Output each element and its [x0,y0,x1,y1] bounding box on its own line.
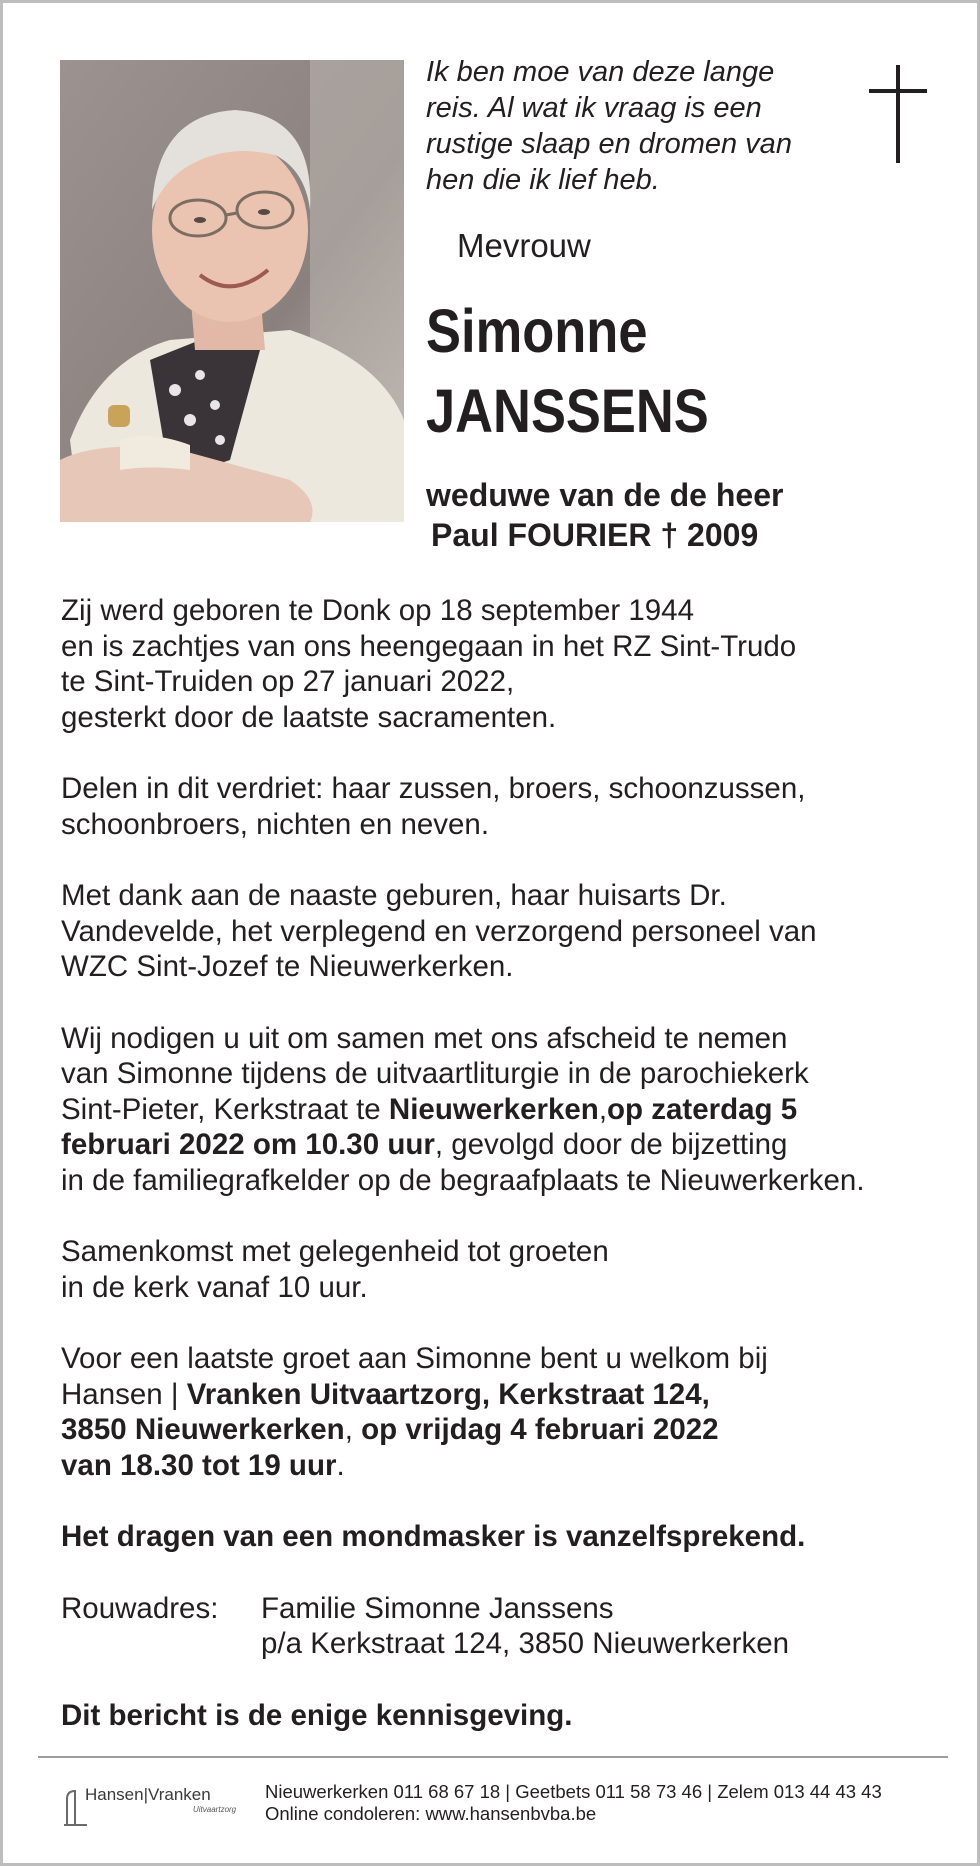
widow-line: Paul FOURIER † 2009 [431,517,759,553]
text-span: , [344,1413,362,1446]
text-line: Voor een laatste groet aan Simonne bent u welkom bij [61,1342,768,1375]
online-condolences: Online condoleren: www.hansenbvba.be [265,1803,597,1824]
birth-death-paragraph [61,593,951,735]
portrait-photo [60,60,404,522]
last-name: JANSSENS [426,377,709,445]
text-line: WZC Sint-Jozef te Nieuwerkerken. [61,950,514,983]
visitation-paragraph [61,1341,951,1483]
text-span: Hansen | [61,1377,187,1411]
text-line: Delen in dit verdriet: haar zussen, broers, schoonzussen, [61,772,806,805]
visitation-date: op vrijdag 4 februari 2022 [361,1413,719,1446]
poem-line: Ik ben moe van deze lange [426,56,775,88]
mask-notice: Het dragen van een mondmasker is vanzelfsprekend. [61,1520,806,1553]
address-label: Rouwadres: [61,1591,219,1625]
text-line: Samenkomst met gelegenheid tot groeten [61,1235,609,1268]
funeral-home-city: 3850 Nieuwerkerken [61,1413,345,1446]
footer-divider [38,1756,948,1758]
text-line: Met dank aan de naaste geburen, haar huisarts Dr. [61,879,727,912]
text-line: in de kerk vanaf 10 uur. [61,1270,368,1304]
first-name: Simonne [426,297,648,365]
logo-subtitle: Uitvaartzorg [193,1805,237,1814]
text-line: Zij werd geboren te Donk op 18 september 1944 [61,594,694,627]
funeral-time: februari 2022 om 10.30 uur [61,1128,435,1161]
poem [426,54,846,198]
footer-contacts [265,1781,882,1825]
text-line [61,1128,787,1161]
text-line [61,1449,345,1482]
logo-name: Hansen|Vranken [85,1785,211,1804]
phone-numbers: Nieuwerkerken 011 68 67 18 | Geetbets 011 58 73 46 | Zelem 013 44 43 43 [265,1781,882,1802]
widow-of [426,475,783,555]
text-line: Vandevelde, het verplegend en verzorgend personeel van [61,914,817,948]
honorific: Mevrouw [457,227,591,264]
text-line: in de familiegrafkelder op de begraafplaats te Nieuwerkerken. [61,1163,865,1197]
funeral-date: op zaterdag 5 [607,1092,798,1126]
text-line: gesterkt door de laatste sacramenten. [61,700,557,734]
text-line: Wij nodigen u uit om samen met ons afscheid te nemen [61,1021,788,1055]
text-line: van Simonne tijdens de uitvaartliturgie in de parochiekerk [61,1057,809,1090]
mourning-address [61,1591,951,1662]
text-line: en is zachtjes van ons heengegaan in het RZ Sint-Trudo [61,629,797,663]
church-location: Nieuwerkerken [388,1092,599,1126]
text-line [61,1413,719,1446]
thanks-paragraph [61,878,951,985]
text-line: schoonbroers, nichten en neven. [61,807,490,841]
poem-line: hen die ik lief heb. [426,164,660,196]
text-line: te Sint-Truiden op 27 januari 2022, [61,665,515,698]
address-line: Familie Simonne Janssens [261,1591,614,1625]
visitation-time: van 18.30 tot 19 uur [61,1448,337,1482]
cross-icon [869,65,927,163]
funeral-home-logo [63,1781,243,1831]
text-line [61,1378,710,1411]
address-value [261,1591,789,1662]
text-span: . [336,1448,345,1482]
address-line: p/a Kerkstraat 124, 3850 Nieuwerkerken [261,1627,790,1660]
text-span: , gevolgd door de bijzetting [434,1128,788,1161]
poem-line: rustige slaap en dromen van [426,128,792,160]
funeral-home: Vranken Uitvaartzorg, Kerkstraat 124, [186,1377,710,1411]
notice-statement: Dit bericht is de enige kennisgeving. [61,1698,573,1732]
announcement-body [61,593,951,1769]
text-line [61,1093,797,1126]
poem-line: reis. Al wat ik vraag is een [426,92,762,124]
text-span: , [598,1092,608,1126]
widow-line: weduwe van de de heer [426,477,784,513]
gathering-paragraph [61,1234,951,1305]
mourners-paragraph [61,771,951,842]
funeral-paragraph [61,1021,951,1199]
text-span: Sint-Pieter, Kerkstraat te [61,1092,389,1126]
